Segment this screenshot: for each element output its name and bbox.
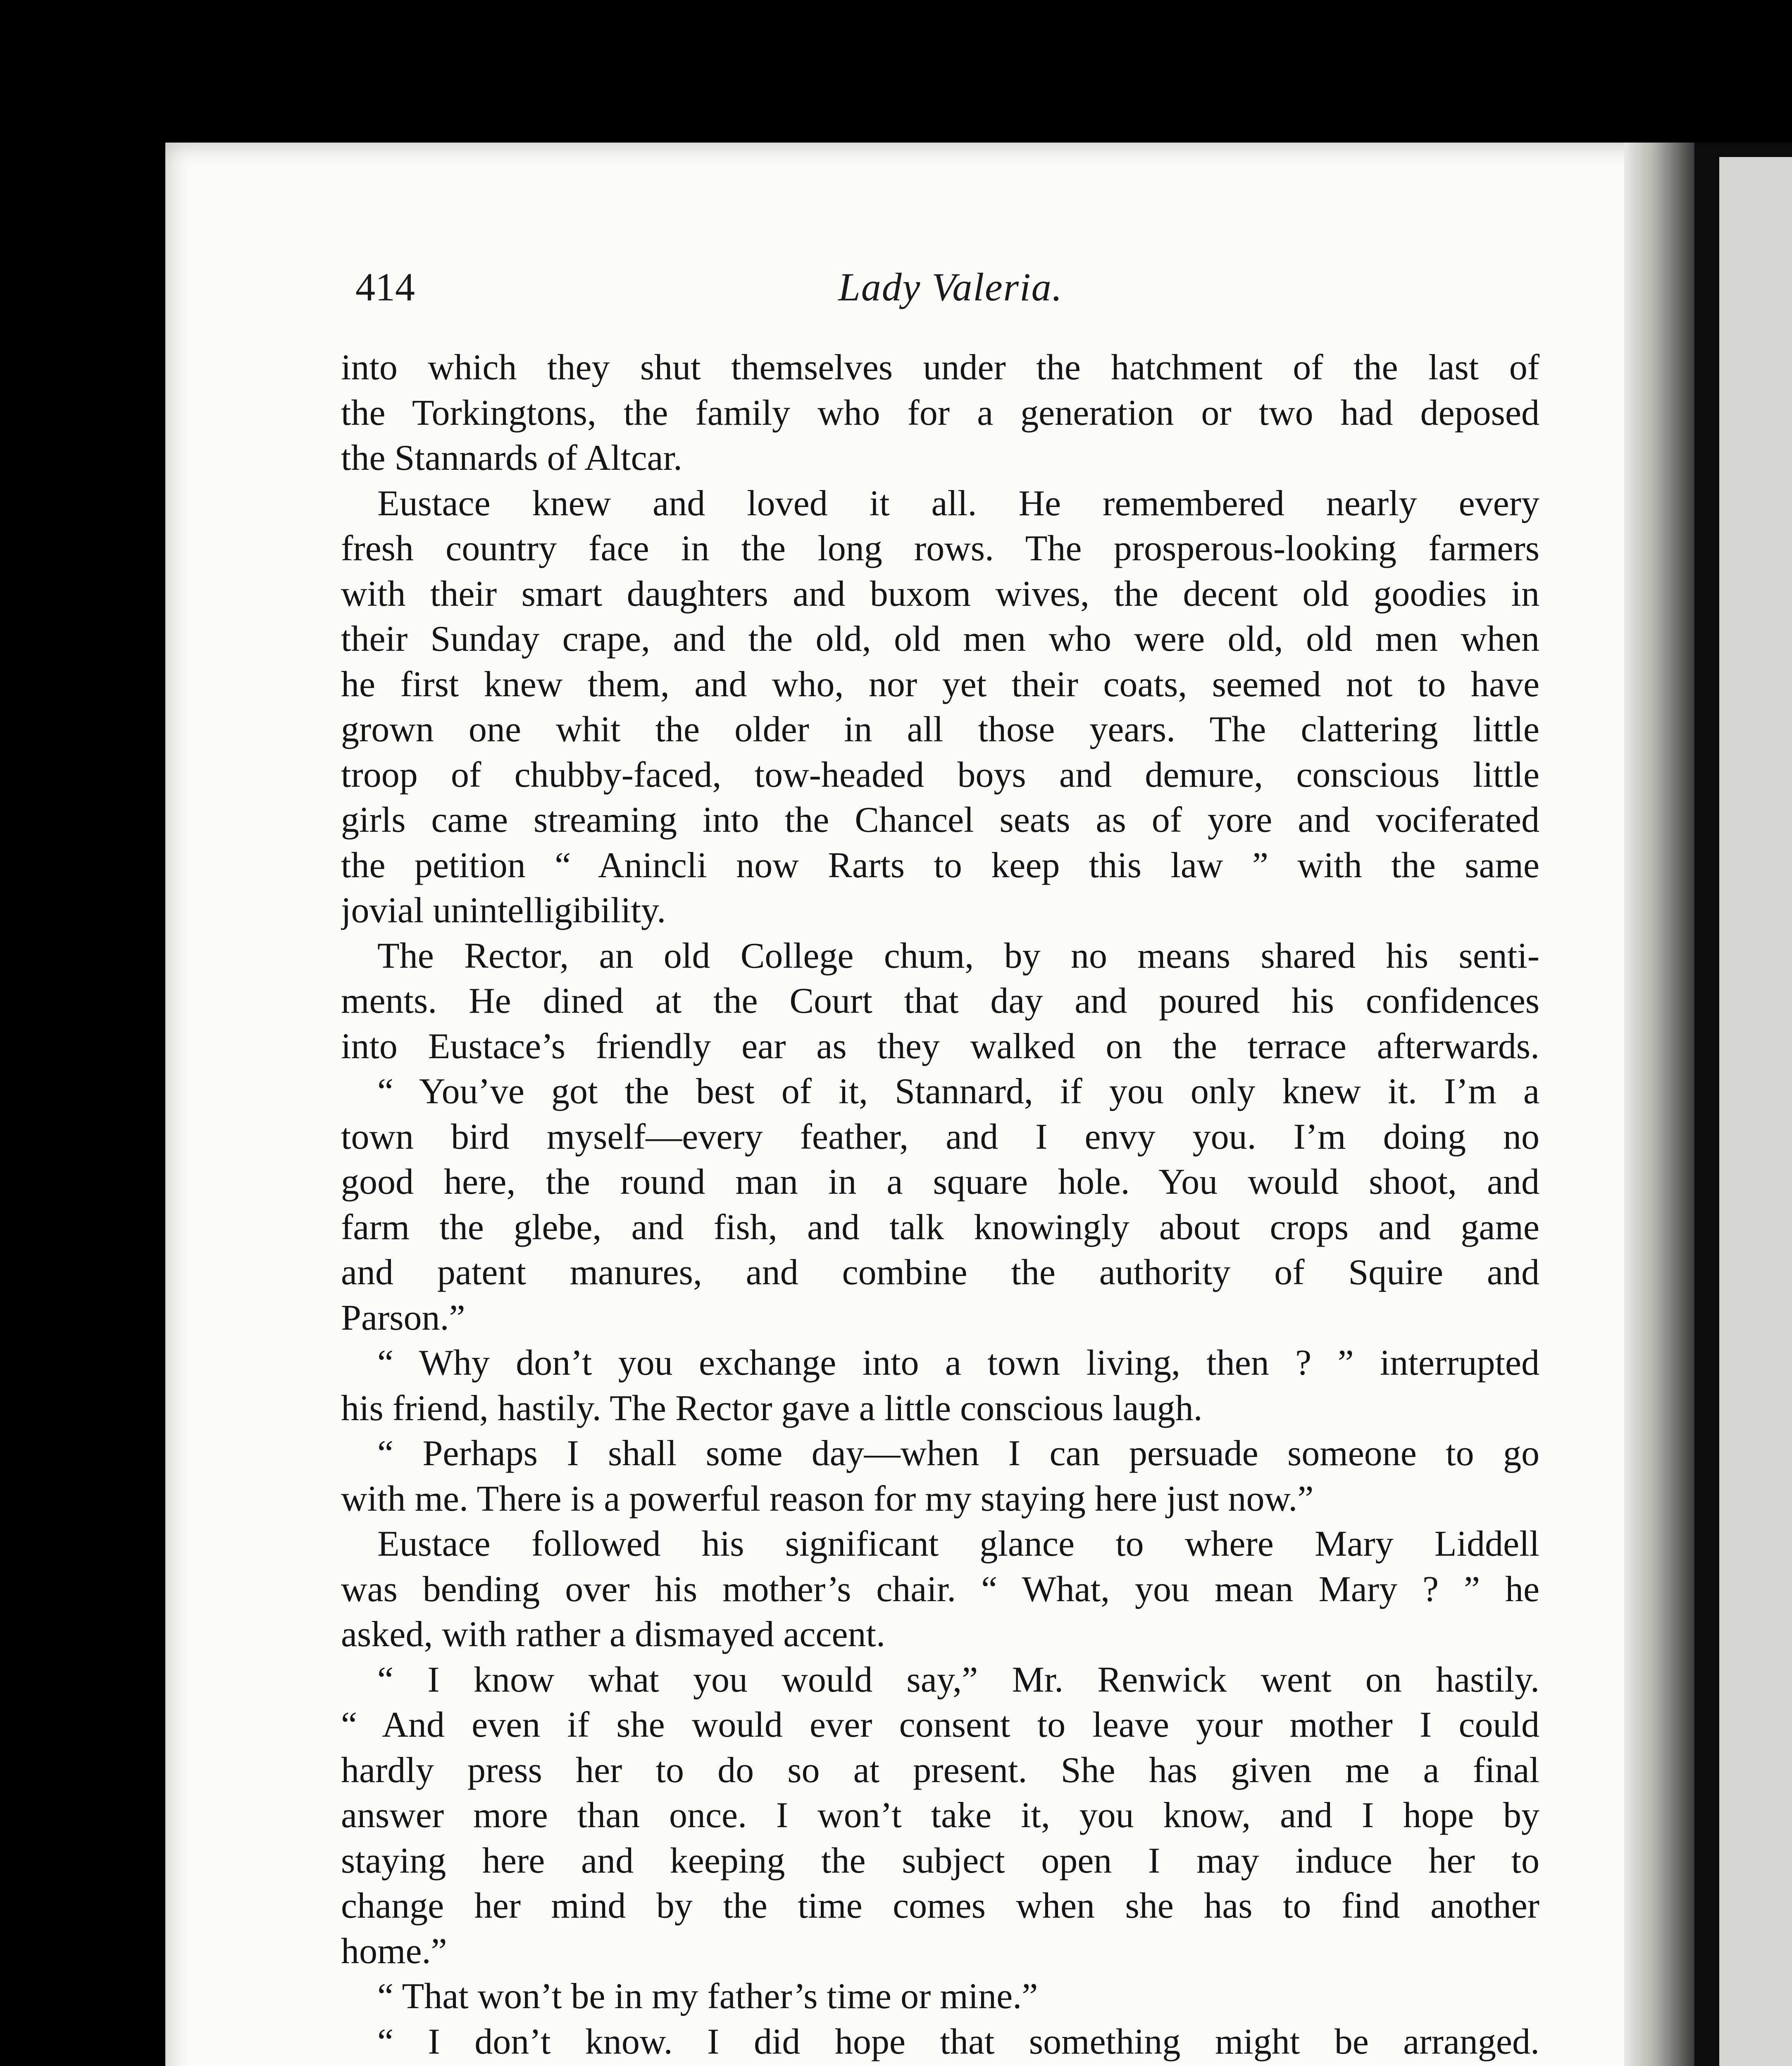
text-line: was bending over his mother’s chair. “ What, you mean Mary ? ” he <box>341 1569 1539 1609</box>
text-line: “ You’ve got the best of it, Stannard, if you only knew it. I’m a <box>377 1071 1539 1112</box>
text-line <box>341 2064 1539 2066</box>
text-line: asked, with rather a dismayed accent. <box>341 1614 885 1654</box>
text-line: “ I don’t know. I did hope that something might be arranged. <box>377 2021 1539 2062</box>
text-line: into which they shut themselves under the hatchment of the last of <box>341 348 1539 388</box>
text-line: “ Perhaps I shall some day—when I can persuade someone to go <box>377 1433 1539 1473</box>
text-line: jovial unintelligibility. <box>341 890 666 931</box>
text-line: good here, the round man in a square hole. You would shoot, and <box>341 1162 1539 1202</box>
text-line: the Stannards of Altcar. <box>341 438 683 478</box>
text-line: change her mind by the time comes when she has to find another <box>341 1886 1539 1926</box>
text-line: home.” <box>341 1931 447 1971</box>
text-line: The Rector, an old College chum, by no means shared his senti- <box>377 935 1539 976</box>
text-line: answer more than once. I won’t take it, you know, and I hope by <box>341 1795 1539 1835</box>
text-line: “ I know what you would say,” Mr. Renwick went on hastily. <box>377 1659 1539 1700</box>
text-line: Eustace followed his significant glance to where Mary Liddell <box>377 1524 1539 1564</box>
text-line: and patent manures, and combine the authority of Squire and <box>341 1252 1539 1292</box>
text-line: grown one whit the older in all those years. The clattering little <box>341 709 1539 750</box>
running-title: Lady Valeria. <box>838 265 1063 309</box>
text-line: farm the glebe, and fish, and talk knowingly about crops and game <box>341 1207 1539 1247</box>
text-line: town bird myself—every feather, and I envy you. I’m doing no <box>341 1116 1539 1157</box>
page-header <box>355 256 1546 318</box>
page-gutter-shadow <box>1624 143 1694 2066</box>
text-line: staying here and keeping the subject open I may induce her to <box>341 1840 1539 1881</box>
text-line: the Torkingtons, the family who for a generation or two had deposed <box>341 393 1539 433</box>
text-line: Eustace knew and loved it all. He remembered nearly every <box>377 483 1539 524</box>
text-line: into Eustace’s friendly ear as they walked on the terrace afterwards. <box>341 1026 1539 1066</box>
text-line: fresh country face in the long rows. The prosperous-looking farmers <box>341 528 1539 569</box>
text-line: troop of chubby-faced, tow-headed boys and demure, conscious little <box>341 755 1539 795</box>
text-line: ments. He dined at the Court that day and poured his confidences <box>341 981 1539 1021</box>
text-line: the petition “ Anincli now Rarts to keep this law ” with the same <box>341 845 1539 885</box>
text-line: Parson.” <box>341 1297 465 1338</box>
text-line: with their smart daughters and buxom wives, the decent old goodies in <box>341 574 1539 614</box>
adjacent-page <box>1719 157 1792 2066</box>
text-line: “ And even if she would ever consent to leave your mother I could <box>341 1705 1539 1745</box>
text-line: with me. There is a powerful reason for my staying here just now.” <box>341 1478 1314 1519</box>
text-line: his friend, hastily. The Rector gave a little conscious laugh. <box>341 1388 1203 1428</box>
text-line: “ That won’t be in my father’s time or mine.” <box>377 1976 1038 2016</box>
text-line: hardly press her to do so at present. She has given me a final <box>341 1750 1539 1790</box>
body-text <box>341 345 1539 2066</box>
page-number: 414 <box>355 265 415 309</box>
text-line: girls came streaming into the Chancel seats as of yore and vociferated <box>341 800 1539 840</box>
text-line: their Sunday crape, and the old, old men who were old, old men when <box>341 619 1539 659</box>
text-line: “ Why don’t you exchange into a town living, then ? ” interrupted <box>377 1343 1539 1383</box>
text-line: he first knew them, and who, nor yet their coats, seemed not to have <box>341 664 1539 705</box>
